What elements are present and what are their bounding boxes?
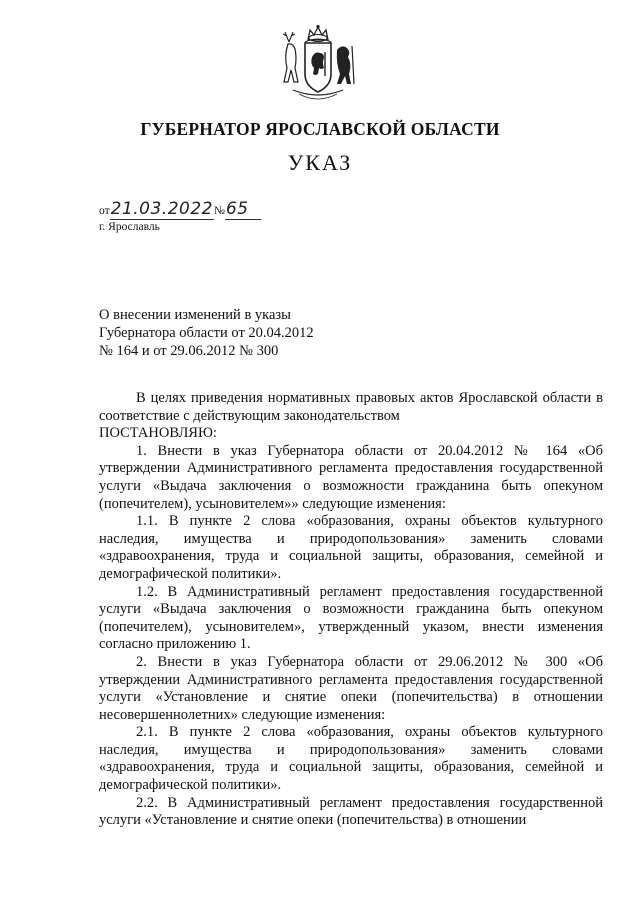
document-body — [99, 390, 603, 830]
number-prefix: № — [213, 205, 225, 217]
subject-line: Губернатора области от 20.04.2012 — [99, 325, 314, 341]
city-line: г. Ярославль — [99, 221, 160, 233]
clause-2-1: 2.1. В пункте 2 слова «образования, охраны объектов культурного наследия, имущества и природопользования» заменить словами «здравоохранения, труда и социальной защиты, образования, семейной и демографической политики». — [99, 724, 603, 794]
authority-title: ГУБЕРНАТОР ЯРОСЛАВСКОЙ ОБЛАСТИ — [140, 119, 500, 139]
clause-2-2: 2.2. В Административный регламент предоставления государственной услуги «Установление и снятие опеки (попечительства) в отношении — [99, 794, 603, 829]
decree-word: ПОСТАНОВЛЯЮ: — [99, 425, 217, 442]
clause-2: 2. Внести в указ Губернатора области от 29.06.2012 № 300 «Об утверждении Административного регламента предоставления государственной услуги «Установление и снятие опеки (попечительства) в отношении несовершеннолетних» следующие изменения: — [99, 653, 603, 723]
subject-line: О внесении изменений в указы — [99, 307, 291, 323]
intro-paragraph: В целях приведения нормативных правовых актов Ярославской области в соответствие с действующим законодательством — [99, 390, 603, 424]
clause-1-2: 1.2. В Административный регламент предоставления государственной услуги «Выдача заключения о возможности гражданина быть опекуном (попечителем), усыновителем», утвержденный указом, внести изменения согласно приложению 1. — [99, 583, 603, 653]
date-number-line — [99, 199, 261, 219]
document-type: УКАЗ — [287, 150, 353, 175]
handwritten-date: 21.03.2022 — [110, 199, 213, 219]
handwritten-number: 65 — [225, 199, 261, 220]
clause-1-1: 1.1. В пункте 2 слова «образования, охраны объектов культурного наследия, имущества и природопользования» заменить словами «здравоохранения, труда и социальной защиты, образования, семейной и демографической политики». — [99, 513, 603, 582]
subject-block — [99, 306, 314, 360]
date-prefix: от — [99, 205, 110, 217]
coat-of-arms-emblem — [275, 24, 361, 106]
subject-line: № 164 и от 29.06.2012 № 300 — [99, 343, 279, 359]
clause-1: 1. Внести в указ Губернатора области от 20.04.2012 № 164 «Об утверждении Административного регламента предоставления государственной услуги «Выдача заключения о возможности гражданина быть опекуном (попечителем), усыновителем»» следующие изменения: — [99, 442, 603, 512]
